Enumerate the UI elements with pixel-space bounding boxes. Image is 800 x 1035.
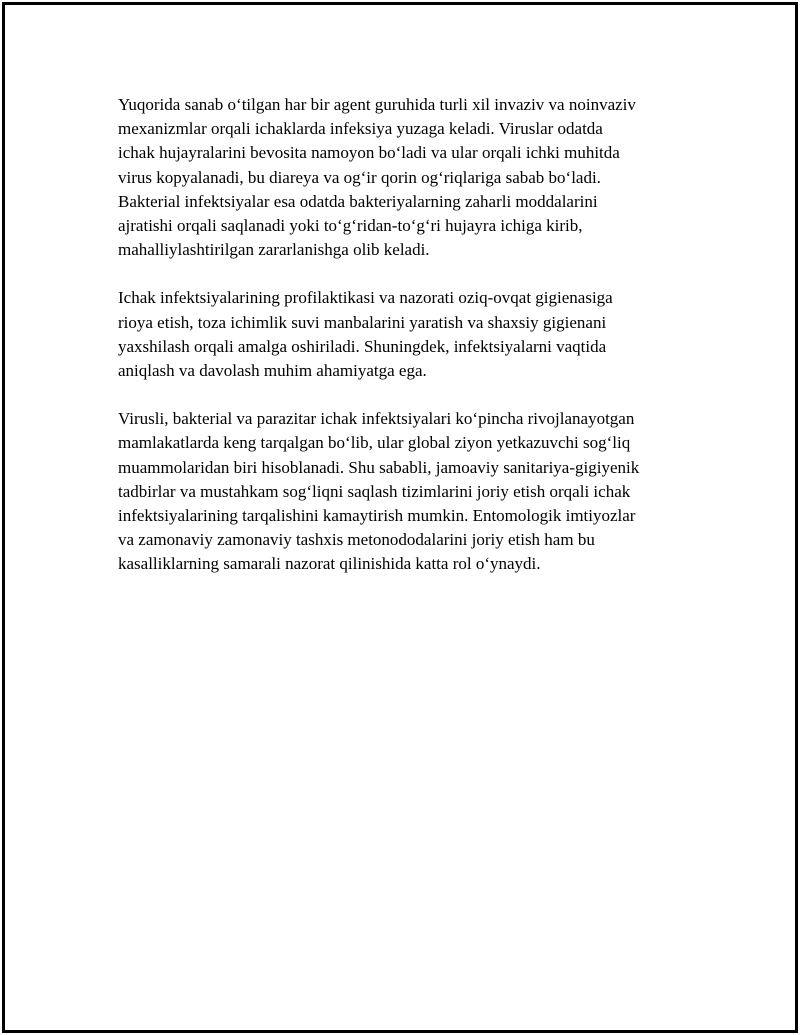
paragraph-3 bbox=[118, 407, 708, 576]
text-line: ajratishi orqali saqlanadi yoki to‘g‘ridan-to‘g‘ri hujayra ichiga kirib, bbox=[118, 216, 583, 236]
text-line: ichak hujayralarini bevosita namoyon bo‘ladi va ular orqali ichki muhitda bbox=[118, 143, 620, 163]
text-line: muammolaridan biri hisoblanadi. Shu sababli, jamoaviy sanitariya-gigiyenik bbox=[118, 457, 640, 477]
text-line: kasalliklarning samarali nazorat qilinishida katta rol o‘ynaydi. bbox=[118, 554, 541, 574]
text-line: virus kopyalanadi, bu diareya va og‘ir qorin og‘riqlariga sabab bo‘ladi. bbox=[118, 167, 601, 187]
text-line: mamlakatlarda keng tarqalgan bo‘lib, ular global ziyon yetkazuvchi sog‘liq bbox=[118, 433, 631, 453]
text-line: va zamonaviy zamonaviy tashxis metonododalarini joriy etish ham bu bbox=[118, 530, 595, 550]
text-line: mahalliylashtirilgan zararlanishga olib keladi. bbox=[118, 240, 430, 260]
text-line: rioya etish, toza ichimlik suvi manbalarini yaratish va shaxsiy gigienani bbox=[118, 312, 607, 332]
text-line: mexanizmlar orqali ichaklarda infeksiya yuzaga keladi. Viruslar odatda bbox=[118, 119, 603, 139]
text-line: Yuqorida sanab o‘tilgan har bir agent guruhida turli xil invaziv va noinvaziv bbox=[118, 95, 636, 114]
text-line: Ichak infektsiyalarining profilaktikasi va nazorati oziq-ovqat gigienasiga bbox=[118, 288, 613, 308]
paragraph-1 bbox=[118, 93, 708, 262]
document-body bbox=[118, 93, 708, 601]
text-line: infektsiyalarining tarqalishini kamaytirish mumkin. Entomologik imtiyozlar bbox=[118, 506, 636, 526]
text-line: Virusli, bakterial va parazitar ichak infektsiyalari ko‘pincha rivojlanayotgan bbox=[118, 409, 635, 429]
text-line: aniqlash va davolash muhim ahamiyatga ega. bbox=[118, 361, 427, 381]
text-line: tadbirlar va mustahkam sog‘liqni saqlash tizimlarini joriy etish orqali ichak bbox=[118, 481, 631, 501]
text-line: yaxshilash orqali amalga oshiriladi. Shuningdek, infektsiyalarni vaqtida bbox=[118, 336, 607, 356]
paragraph-2 bbox=[118, 286, 708, 383]
text-line: Bakterial infektsiyalar esa odatda bakteriyalarning zaharli moddalarini bbox=[118, 191, 598, 211]
